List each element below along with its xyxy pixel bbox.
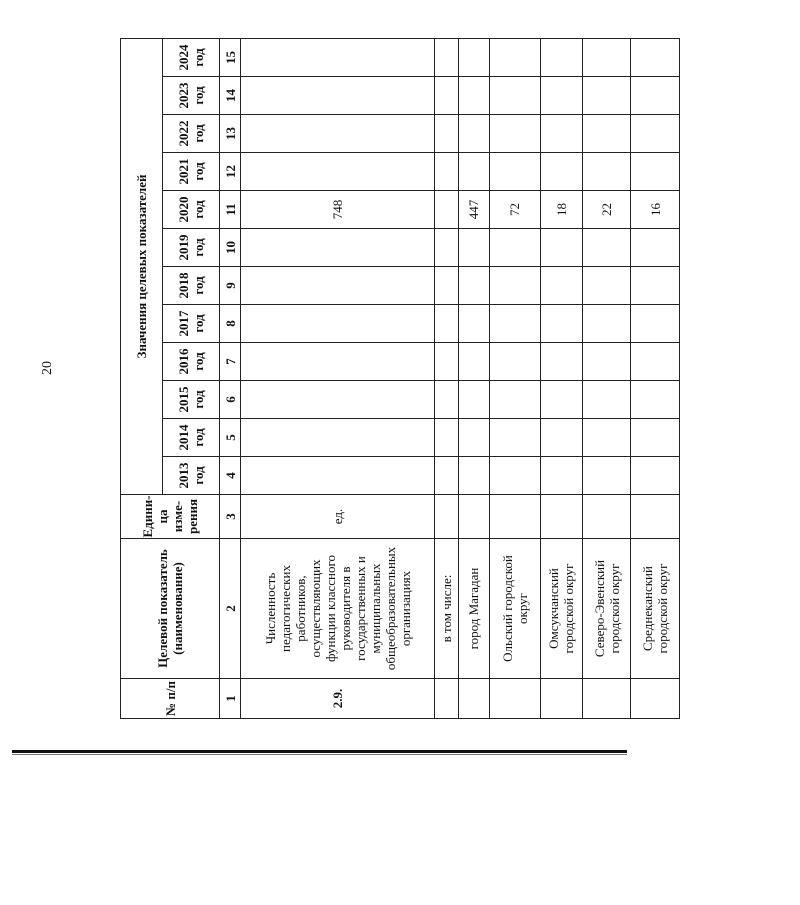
- column-number: 15: [220, 38, 241, 76]
- bottom-divider-thin: [12, 754, 627, 755]
- row-indicator-name: Северо-Эвенский городской округ: [582, 539, 631, 679]
- table-row: [582, 38, 631, 718]
- row-number: [490, 679, 541, 719]
- row-value-2020: 16: [631, 191, 680, 229]
- table-row: [435, 38, 458, 718]
- page-number: 20: [40, 361, 55, 375]
- header-year: 2019 год: [163, 229, 220, 267]
- column-number: 2: [220, 539, 241, 679]
- row-indicator-name: Омсукчанский городской округ: [540, 539, 582, 679]
- row-value-2020: 748: [241, 191, 435, 229]
- bottom-divider: [12, 750, 627, 753]
- header-year: 2024 год: [163, 38, 220, 76]
- column-number: 14: [220, 77, 241, 115]
- row-value-2020: 447: [458, 191, 490, 229]
- row-indicator-name: в том числе:: [435, 539, 458, 679]
- header-year: 2015 год: [163, 381, 220, 419]
- header-year: 2017 год: [163, 305, 220, 343]
- column-number: 11: [220, 191, 241, 229]
- column-number: 5: [220, 419, 241, 457]
- table-row: [540, 38, 582, 718]
- header-year: 2013 год: [163, 457, 220, 495]
- row-indicator-name: Ольский городской округ: [490, 539, 541, 679]
- column-number: 10: [220, 229, 241, 267]
- rotated-table-wrapper: [120, 39, 800, 716]
- header-year: 2023 год: [163, 77, 220, 115]
- column-number: 13: [220, 115, 241, 153]
- table-row: [631, 38, 680, 718]
- row-number: 2.9.: [241, 679, 435, 719]
- header-year: 2018 год: [163, 267, 220, 305]
- table-row: [458, 38, 490, 718]
- header-year: 2014 год: [163, 419, 220, 457]
- header-unit: Едини-ца изме-рения: [121, 495, 220, 539]
- header-year: 2022 год: [163, 115, 220, 153]
- header-indicator: Целевой показатель (наименование): [121, 539, 220, 679]
- row-unit: ед.: [241, 495, 435, 539]
- column-number: 9: [220, 267, 241, 305]
- row-value-2020: [435, 191, 458, 229]
- row-number: [631, 679, 680, 719]
- header-num: № п/п: [121, 679, 220, 719]
- header-year: 2020 год: [163, 191, 220, 229]
- row-number: [540, 679, 582, 719]
- column-number: 1: [220, 679, 241, 719]
- row-indicator-name: Среднеканский городской округ: [631, 539, 680, 679]
- row-value-2020: 72: [490, 191, 541, 229]
- row-value-2020: 22: [582, 191, 631, 229]
- row-number: [435, 679, 458, 719]
- column-number: 3: [220, 495, 241, 539]
- indicators-table: [120, 38, 680, 719]
- header-year: 2016 год: [163, 343, 220, 381]
- column-number: 12: [220, 153, 241, 191]
- row-indicator-name: город Магадан: [458, 539, 490, 679]
- table-row: [241, 38, 435, 718]
- row-number: [582, 679, 631, 719]
- row-number: [458, 679, 490, 719]
- column-number: 7: [220, 343, 241, 381]
- row-indicator-name: Численность педагогических работников, осуществляющих функции классного руководителя в государственных и муниципальных общеобразовательных организациях: [241, 539, 435, 679]
- column-number: 6: [220, 381, 241, 419]
- header-year: 2021 год: [163, 153, 220, 191]
- header-values-group: Значения целевых показателей: [121, 38, 163, 494]
- row-value-2020: 18: [540, 191, 582, 229]
- table-row: [490, 38, 541, 718]
- column-number: 8: [220, 305, 241, 343]
- column-number: 4: [220, 457, 241, 495]
